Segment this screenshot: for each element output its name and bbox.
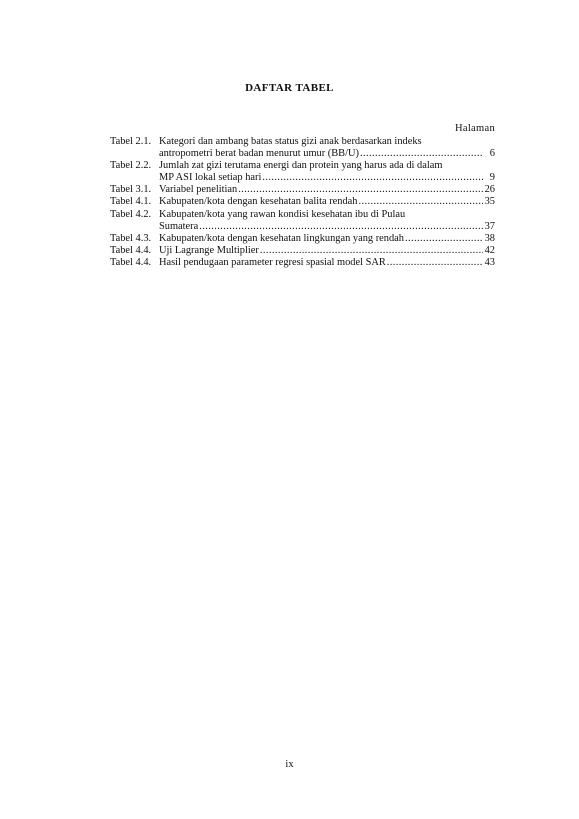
dot-leader	[260, 245, 483, 257]
entry-label: Tabel 4.1.	[110, 196, 152, 208]
list-item	[110, 160, 495, 184]
entry-label: Tabel 3.1.	[110, 184, 152, 196]
entry-page-number: 9	[489, 172, 495, 184]
entry-title-line: Uji Lagrange Multiplier	[159, 244, 259, 256]
entry-title-line: Kabupaten/kota yang rawan kondisi kesehatan ibu di Pulau	[159, 208, 406, 220]
entry-page-number: 6	[489, 148, 495, 160]
entry-label: Tabel 4.4.	[110, 256, 152, 268]
page-column-header: Halaman	[455, 123, 495, 134]
entry-title-line: Kabupaten/kota dengan kesehatan balita rendah	[159, 196, 358, 208]
list-item	[110, 233, 495, 245]
entry-page-number: 26	[484, 184, 495, 196]
entry-label: Tabel 2.2.	[110, 160, 152, 172]
list-item	[110, 209, 495, 233]
entry-page-number: 43	[484, 256, 495, 268]
entry-page-number: 35	[484, 196, 495, 208]
entry-label: Tabel 4.4.	[110, 244, 152, 256]
entry-label: Tabel 2.1.	[110, 136, 152, 147]
entry-title-line: Variabel penelitian	[159, 184, 238, 196]
list-item	[110, 257, 495, 269]
entry-label: Tabel 4.3.	[110, 232, 152, 244]
entry-title-line: MP ASI lokal setiap hari	[159, 172, 262, 184]
list-item	[110, 136, 495, 160]
list-item	[110, 184, 495, 196]
entry-title-line: Hasil pendugaan parameter regresi spasial model SAR	[159, 256, 386, 268]
dot-leader	[262, 172, 483, 184]
entry-title-line: Kategori dan ambang batas status gizi anak berdasarkan indeks	[159, 136, 422, 147]
entry-page-number: 37	[484, 220, 495, 232]
entry-page-number: 42	[484, 244, 495, 256]
entry-label: Tabel 4.2.	[110, 208, 152, 220]
dot-leader	[359, 196, 484, 208]
dot-leader	[360, 148, 483, 160]
list-item	[110, 245, 495, 257]
dot-leader	[405, 233, 483, 245]
page-title: DAFTAR TABEL	[245, 82, 334, 94]
entry-page-number: 38	[484, 232, 495, 244]
page-number: ix	[285, 759, 294, 770]
entry-title-line: antropometri berat badan menurut umur (BB/U)	[159, 148, 359, 160]
table-list	[110, 136, 495, 269]
list-item	[110, 196, 495, 208]
dot-leader	[387, 257, 483, 269]
entry-title-line: Kabupaten/kota dengan kesehatan lingkungan yang rendah	[159, 232, 404, 244]
dot-leader	[199, 221, 483, 233]
entry-title-line: Sumatera	[159, 220, 199, 232]
dot-leader	[238, 184, 483, 196]
entry-title-line: Jumlah zat gizi terutama energi dan protein yang harus ada di dalam	[159, 160, 443, 172]
